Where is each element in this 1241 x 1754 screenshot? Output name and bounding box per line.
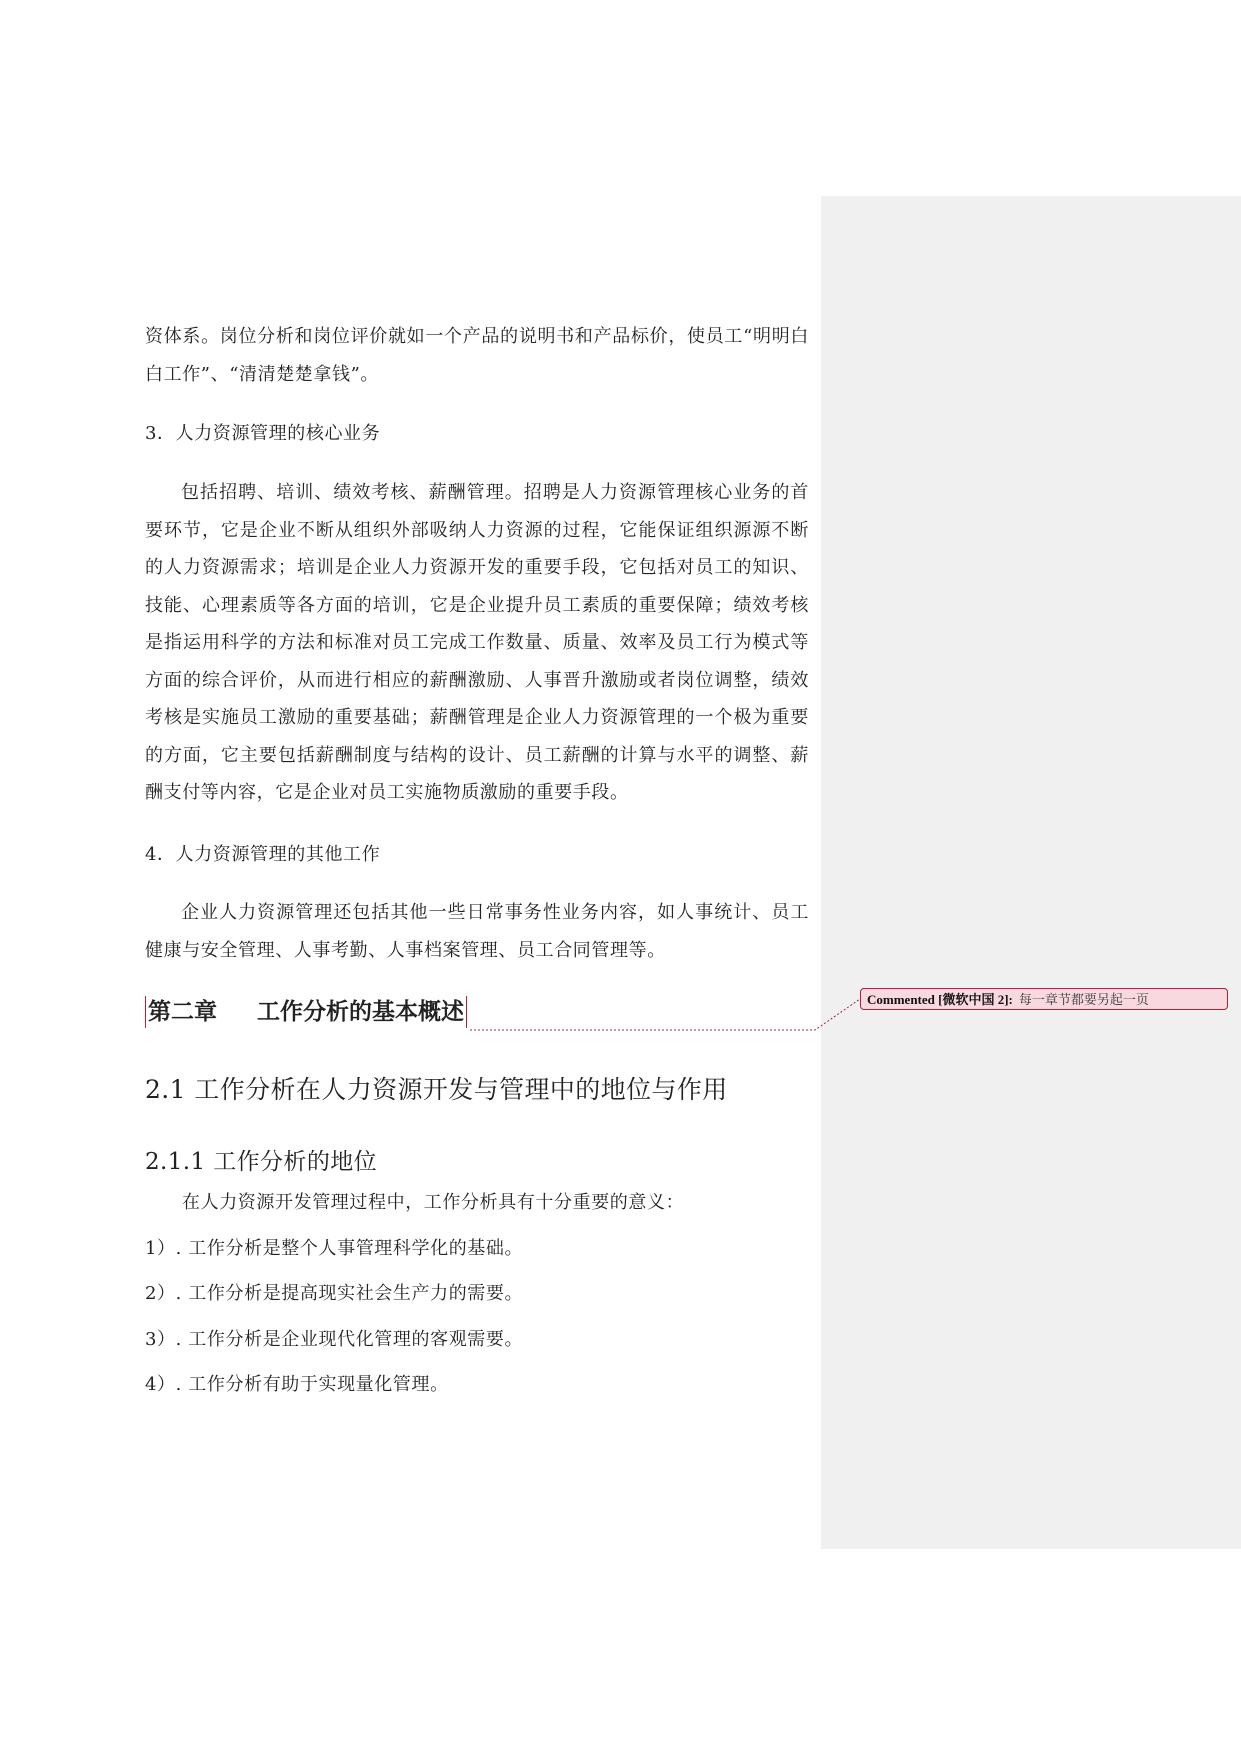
list-item: 4）. 工作分析有助于实现量化管理。 — [145, 1374, 449, 1395]
intro-paragraph: 在人力资源开发管理过程中，工作分析具有十分重要的意义： — [182, 1192, 685, 1213]
section-4-title: 4．人力资源管理的其他工作 — [145, 844, 381, 865]
comment-text: 每一章节都要另起一页 — [1018, 993, 1149, 1008]
list-item: 3）. 工作分析是企业现代化管理的客观需要。 — [145, 1329, 524, 1350]
section-4-body: 企业人力资源管理还包括其他一些日常事务性业务内容，如人事统计、员工健康与安全管理、人事考勤、人事档案管理、员工合同管理等。 — [145, 902, 809, 961]
comment-balloon[interactable] — [860, 988, 1228, 1010]
list-item: 1）. 工作分析是整个人事管理科学化的基础。 — [145, 1238, 524, 1259]
list-item: 2）. 工作分析是提高现实社会生产力的需要。 — [145, 1283, 524, 1304]
heading-2-1: 2.1 工作分析在人力资源开发与管理中的地位与作用 — [145, 1075, 728, 1104]
chapter-number: 第二章 — [148, 999, 217, 1025]
paragraph-continued: 资体系。岗位分析和岗位评价就如一个产品的说明书和产品标价，使员工“明明白白工作”、“清清楚楚拿钱”。 — [145, 326, 809, 385]
section-3-title: 3．人力资源管理的核心业务 — [145, 423, 381, 444]
heading-2-1-1: 2.1.1 工作分析的地位 — [145, 1149, 378, 1175]
comment-author-label: Commented [微软中国 2]: — [867, 992, 1013, 1007]
chapter-title: 工作分析的基本概述 — [257, 999, 464, 1025]
section-3-body: 包括招聘、培训、绩效考核、薪酬管理。招聘是人力资源管理核心业务的首要环节，它是企业不断从组织外部吸纳人力资源的过程，它能保证组织源源不断的人力资源需求；培训是企业人力资源开发的重要手段，它包括对员工的知识、技能、心理素质等各方面的培训，它是企业提升员工素质的重要保障；绩效考核是指运用科学的方法和标准对员工完成工作数量、质量、效率及员工行为模式等方面的综合评价，从而进行相应的薪酬激励、人事晋升激励或者岗位调整，绩效考核是实施员工激励的重要基础；薪酬管理是企业人力资源管理的一个极为重要的方面，它主要包括薪酬制度与结构的设计、员工薪酬的计算与水平的调整、薪酬支付等内容，它是企业对员工实施物质激励的重要手段。 — [145, 482, 809, 803]
